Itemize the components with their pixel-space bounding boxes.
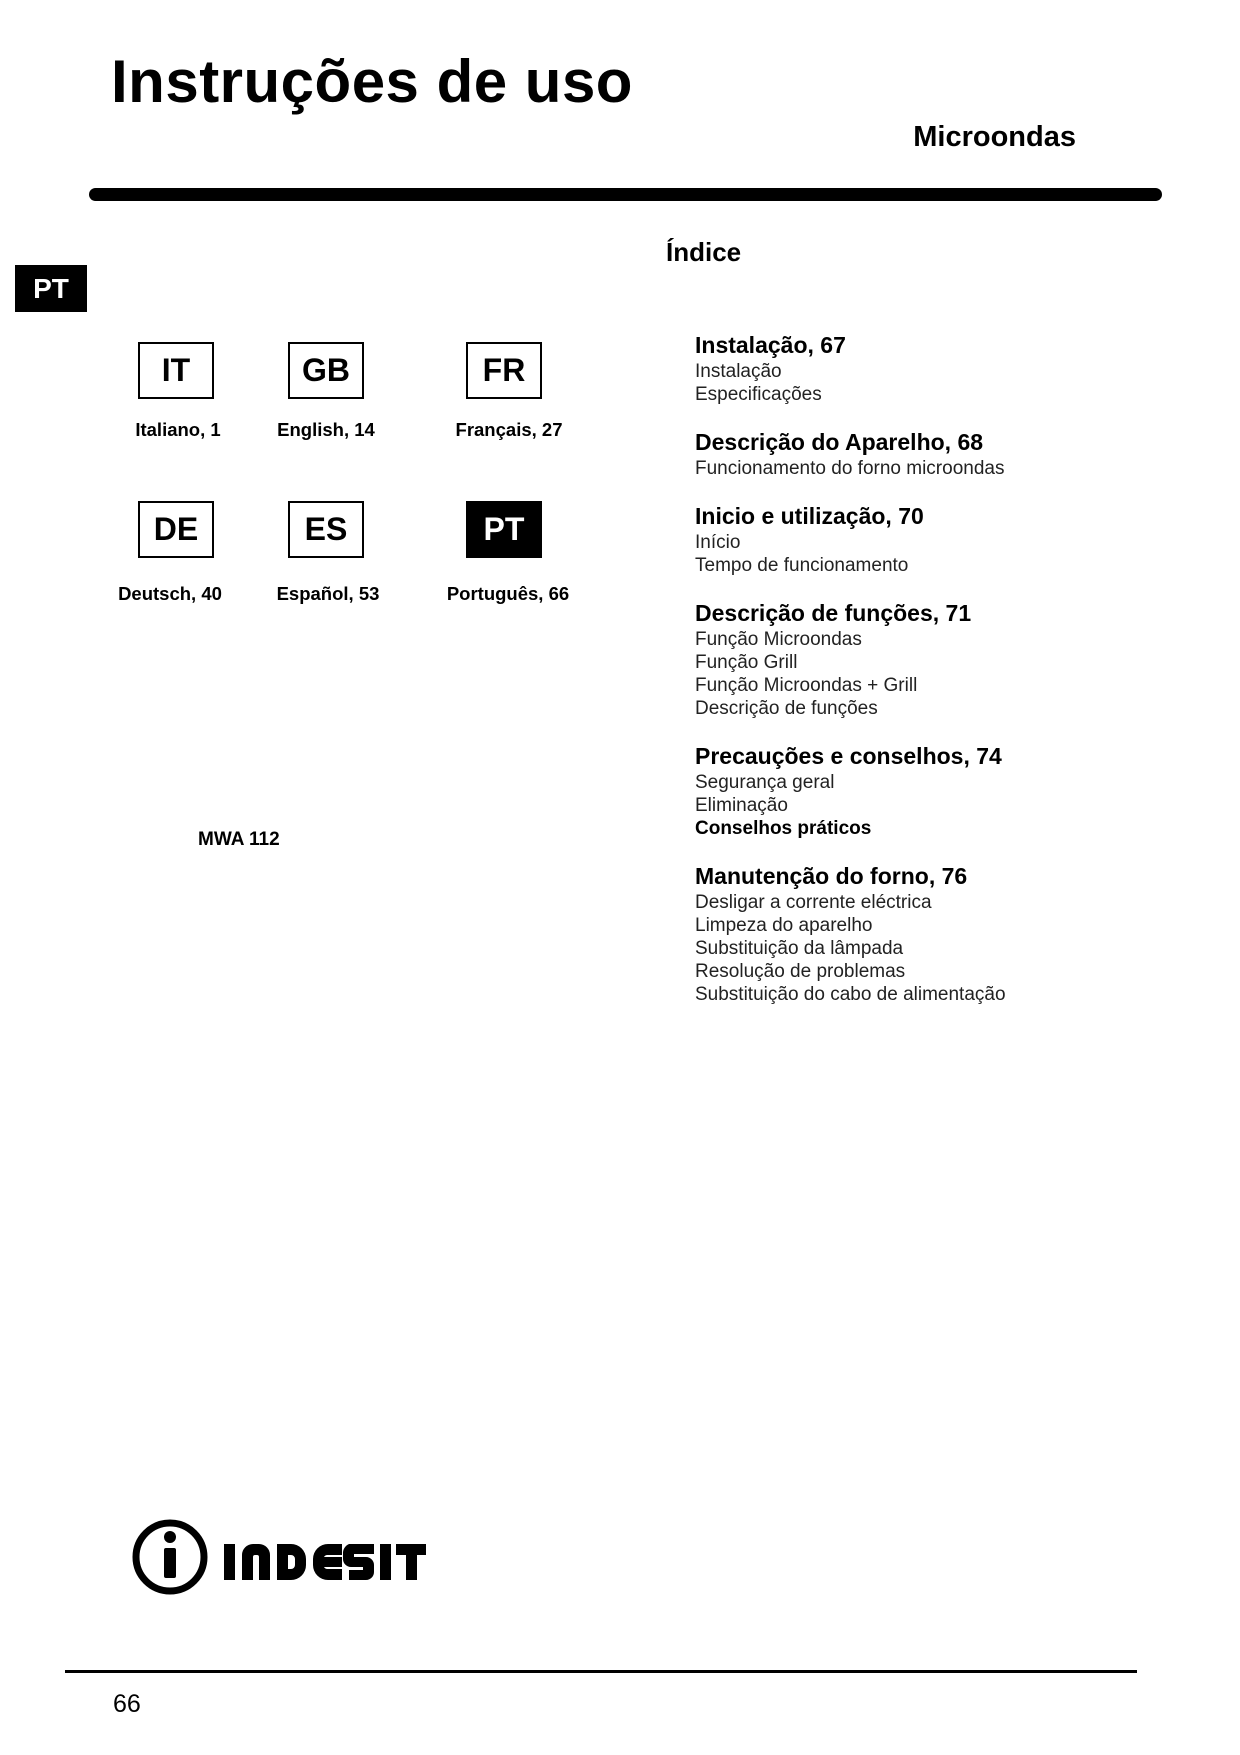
language-tab: PT	[15, 265, 87, 312]
lang-box-fr[interactable]: FR	[466, 342, 542, 399]
indesit-i-icon	[130, 1515, 426, 1599]
lang-box-it[interactable]: IT	[138, 342, 214, 399]
toc-section-funcoes	[695, 598, 1165, 720]
toc-section-inicio	[695, 501, 1165, 577]
product-type: Microondas	[913, 121, 1076, 153]
toc-item[interactable]: Substituição do cabo de alimentação	[695, 984, 1006, 1005]
lang-box-pt[interactable]: PT	[466, 501, 542, 558]
lang-box-es[interactable]: ES	[288, 501, 364, 558]
brand-logo	[130, 1515, 426, 1599]
toc-heading[interactable]: Descrição do Aparelho, 68	[695, 429, 984, 455]
toc-heading[interactable]: Precauções e conselhos, 74	[695, 743, 1002, 769]
toc-heading[interactable]: Instalação, 67	[695, 332, 846, 358]
toc-item[interactable]: Função Microondas	[695, 629, 862, 650]
toc-item[interactable]: Instalação	[695, 361, 782, 382]
toc-section-precaucoes	[695, 741, 1165, 840]
toc-item[interactable]: Segurança geral	[695, 772, 835, 793]
toc-item[interactable]: Eliminação	[695, 795, 788, 816]
page-title: Instruções de uso	[111, 48, 633, 115]
header-divider	[89, 188, 1162, 201]
toc-item[interactable]: Especificações	[695, 384, 822, 405]
toc-item[interactable]: Início	[695, 532, 741, 553]
toc-heading[interactable]: Descrição de funções, 71	[695, 600, 972, 626]
model-number: MWA 112	[198, 829, 280, 850]
toc-item[interactable]: Função Grill	[695, 652, 798, 673]
toc-item[interactable]: Função Microondas + Grill	[695, 675, 918, 696]
lang-label-es[interactable]: Español, 53	[276, 583, 380, 604]
lang-label-gb[interactable]: English, 14	[277, 419, 375, 440]
lang-label-it[interactable]: Italiano, 1	[135, 419, 221, 440]
toc-item[interactable]: Conselhos práticos	[695, 818, 872, 839]
lang-label-pt[interactable]: Português, 66	[446, 583, 570, 604]
toc-item[interactable]: Resolução de problemas	[695, 961, 906, 982]
toc-item[interactable]: Substituição da lâmpada	[695, 938, 904, 959]
toc-section-descricao-aparelho	[695, 427, 1165, 480]
footer-divider	[65, 1670, 1137, 1673]
toc-heading[interactable]: Manutenção do forno, 76	[695, 863, 968, 889]
lang-label-fr[interactable]: Français, 27	[455, 419, 563, 440]
toc-item[interactable]: Desligar a corrente eléctrica	[695, 892, 932, 913]
page-number: 66	[113, 1690, 141, 1718]
lang-label-de[interactable]: Deutsch, 40	[118, 583, 222, 604]
index-title: Índice	[666, 237, 742, 267]
toc-item[interactable]: Funcionamento do forno microondas	[695, 458, 1005, 479]
toc-section-manutencao	[695, 861, 1165, 1006]
toc-item[interactable]: Tempo de funcionamento	[695, 555, 909, 576]
toc-heading[interactable]: Inicio e utilização, 70	[695, 503, 924, 529]
table-of-contents	[695, 330, 1165, 1027]
toc-item[interactable]: Limpeza do aparelho	[695, 915, 873, 936]
lang-box-de[interactable]: DE	[138, 501, 214, 558]
toc-item[interactable]: Descrição de funções	[695, 698, 878, 719]
lang-box-gb[interactable]: GB	[288, 342, 364, 399]
toc-section-instalacao	[695, 330, 1165, 406]
